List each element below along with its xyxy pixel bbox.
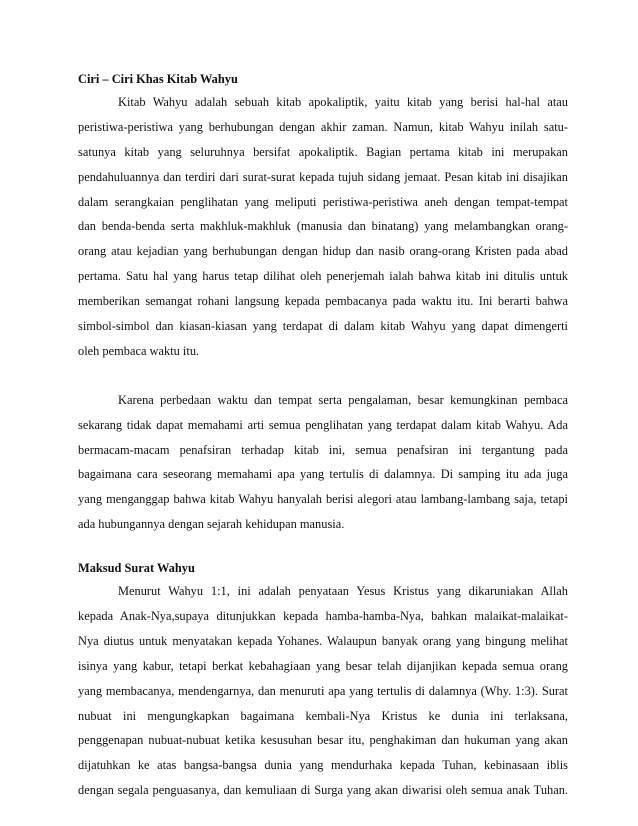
paragraph-line: isinya yang kabur, tetapi berkat kebahagiaan yang besar telah dijanjikan kepada semua orang [78, 658, 568, 673]
paragraph-line: satunya kitab yang seluruhnya bersifat apokaliptik. Bagian pertama kitab ini merupakan [78, 144, 568, 159]
paragraph-line: simbol-simbol dan kiasan-kiasan yang terdapat di dalam kitab Wahyu yang dapat dimengerti [78, 319, 568, 334]
section-heading-maksud: Maksud Surat Wahyu [78, 561, 195, 576]
paragraph-line: orang atau kejadian yang berhubungan dengan hidup dan nasib orang-orang Kristen pada abad [78, 244, 568, 259]
paragraph-line: yang membacanya, mendengarnya, dan menuruti apa yang tertulis di dalamnya (Why. 1:3). Surat [78, 683, 568, 698]
paragraph-line: bagaimana cara seseorang memahami apa yang tertulis di dalamnya. Di samping itu ada juga [78, 467, 568, 482]
paragraph-line: Karena perbedaan waktu dan tempat serta pengalaman, besar kemungkinan pembaca [118, 392, 568, 407]
paragraph-line: yang menganggap bahwa kitab Wahyu hanyalah berisi alegori atau lambang-lambang saja, tetapi [78, 492, 568, 507]
paragraph-line: pendahuluannya dan terdiri dari surat-surat kepada tujuh sidang jemaat. Pesan kitab ini disajikan [78, 169, 568, 184]
paragraph-1 [78, 90, 568, 364]
paragraph-line: sekarang tidak dapat memahami arti semua penglihatan yang terdapat dalam kitab Wahyu. Ada [78, 417, 568, 432]
paragraph-line: penggenapan nubuat-nubuat ketika kesusuhan besar itu, penghakiman dan hukuman yang akan [78, 733, 568, 748]
paragraph-line: Nya diutus untuk menyatakan kepada Yohanes. Walaupun banyak orang yang bingung melihat [78, 633, 568, 648]
paragraph-line: dengan segala penguasanya, dan kemuliaan di Surga yang akan diwarisi oleh semua anak Tuhan. [78, 783, 568, 798]
paragraph-line: ada hubungannya dengan sejarah kehidupan manusia. [78, 517, 345, 532]
paragraph-line: Menurut Wahyu 1:1, ini adalah penyataan Yesus Kristus yang dikaruniakan Allah [118, 584, 568, 599]
paragraph-line: peristiwa-peristiwa yang berhubungan dengan akhir zaman. Namun, kitab Wahyu inilah satu- [78, 119, 568, 134]
paragraph-line: nubuat ini mengungkapkan bagaimana kembali-Nya Kristus ke dunia ini terlaksana, [78, 708, 568, 723]
paragraph-line: oleh pembaca waktu itu. [78, 343, 200, 358]
paragraph-line: memberikan semangat rohani langsung kepada pembacanya pada waktu itu. Ini berarti bahwa [78, 294, 568, 309]
paragraph-spacer [78, 364, 568, 388]
paragraph-3 [78, 579, 568, 803]
paragraph-line: pertama. Satu hal yang harus tetap dilihat oleh penerjemah ialah bahwa kitab ini ditulis untuk [78, 269, 568, 284]
document-body [78, 68, 568, 803]
paragraph-line: Kitab Wahyu adalah sebuah kitab apokaliptik, yaitu kitab yang berisi hal-hal atau [118, 95, 568, 109]
paragraph-line: dan benda-benda serta makhluk-makhluk (manusia dan binatang) yang melambangkan orang- [78, 219, 568, 234]
paragraph-line: dijatuhkan ke atas bangsa-bangsa dunia yang mendurhaka kepada Tuhan, kebinasaan iblis [78, 758, 568, 773]
paragraph-2 [78, 388, 568, 537]
section-heading-ciri-khas: Ciri – Ciri Khas Kitab Wahyu [78, 72, 238, 86]
section-spacer [78, 537, 568, 557]
paragraph-line: dalam serangkaian penglihatan yang meliputi peristiwa-peristiwa aneh dengan tempat-tempat [78, 194, 568, 209]
paragraph-line: kepada Anak-Nya,supaya ditunjukkan kepada hamba-hamba-Nya, bahkan malaikat-malaikat- [78, 609, 568, 624]
paragraph-line: bermacam-macam penafsiran terhadap kitab ini, semua penafsiran ini tergantung pada [78, 442, 568, 457]
